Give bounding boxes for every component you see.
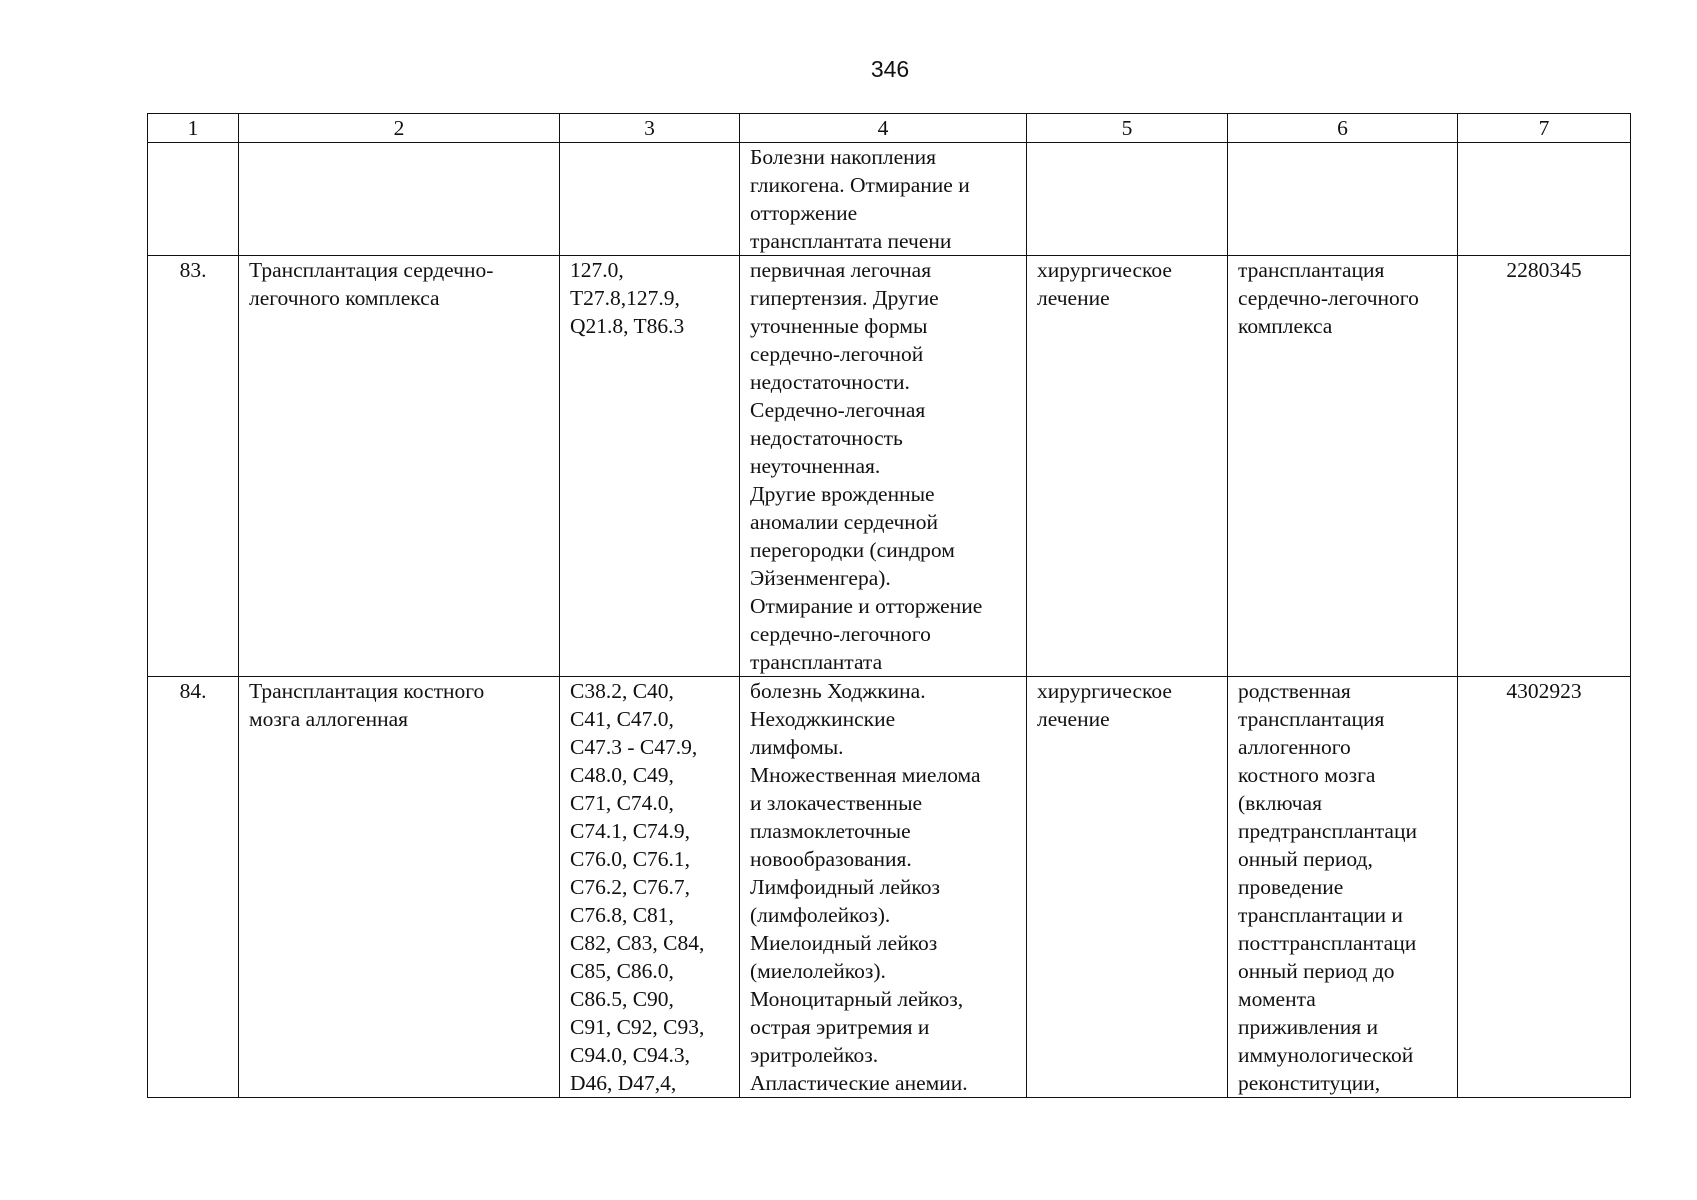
header-col-7: 7 — [1458, 114, 1631, 143]
treatment-method — [1228, 143, 1458, 256]
treatment-type — [1027, 143, 1228, 256]
procedure-name: Трансплантация костного мозга аллогенная — [239, 677, 560, 1098]
norm-value: 4302923 — [1458, 677, 1631, 1098]
treatment-type: хирургическое лечение — [1027, 677, 1228, 1098]
row-number — [148, 143, 239, 256]
row-number: 83. — [148, 256, 239, 677]
treatment-method: трансплантация сердечно-легочного комплекса — [1228, 256, 1458, 677]
header-col-3: 3 — [560, 114, 740, 143]
header-col-1: 1 — [148, 114, 239, 143]
table-row — [148, 256, 1631, 677]
page-number: 346 — [870, 56, 910, 82]
header-col-6: 6 — [1228, 114, 1458, 143]
procedure-name: Трансплантация сердечно- легочного комплекса — [239, 256, 560, 677]
header-col-4: 4 — [740, 114, 1027, 143]
row-number: 84. — [148, 677, 239, 1098]
medical-care-table — [147, 113, 1631, 1098]
procedure-name — [239, 143, 560, 256]
header-row — [148, 114, 1631, 143]
icd-codes: C38.2, C40, C41, C47.0, C47.3 - C47.9, C48.0, C49, C71, C74.0, C74.1, C74.9, C76.0, C76.1, C76.2, C76.7, C76.8, C81, C82, C83, C84, C85, C86.0, C86.5, C90, C91, C92, C93, C94.0, C94.3, D46, D47,4, — [560, 677, 740, 1098]
treatment-method: родственная трансплантация аллогенного костного мозга (включая предтрансплантаци онный период, проведение трансплантации и посттрансплантаци онный период до момента приживления и иммунологической реконституции, — [1228, 677, 1458, 1098]
header-col-2: 2 — [239, 114, 560, 143]
icd-codes — [560, 143, 740, 256]
table-row — [148, 677, 1631, 1098]
diagnosis-text: первичная легочная гипертензия. Другие уточненные формы сердечно-легочной недостаточности. Сердечно-легочная недостаточность неуточненная. Другие врожденные аномалии сердечной перегородки (синдром Эйзенменгера). Отмирание и отторжение сердечно-легочного трансплантата — [740, 256, 1027, 677]
icd-codes: 127.0, T27.8,127.9, Q21.8, T86.3 — [560, 256, 740, 677]
header-col-5: 5 — [1027, 114, 1228, 143]
norm-value — [1458, 143, 1631, 256]
norm-value: 2280345 — [1458, 256, 1631, 677]
diagnosis-text: Болезни накопления гликогена. Отмирание и отторжение трансплантата печени — [740, 143, 1027, 256]
diagnosis-text: болезнь Ходжкина. Неходжкинские лимфомы. Множественная миелома и злокачественные плазмоклеточные новообразования. Лимфоидный лейкоз (лимфолейкоз). Миелоидный лейкоз (миелолейкоз). Моноцитарный лейкоз, острая эритремия и эритролейкоз. Апластические анемии. — [740, 677, 1027, 1098]
treatment-type: хирургическое лечение — [1027, 256, 1228, 677]
table-row — [148, 143, 1631, 256]
